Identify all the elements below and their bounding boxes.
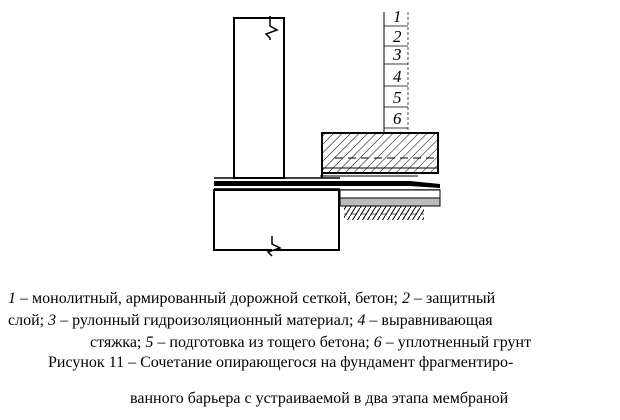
legend-line-2 <box>8 310 493 332</box>
membrane-layers <box>214 176 440 190</box>
legend-num-6: 6 <box>373 334 382 351</box>
legend-num-4: 4 <box>357 312 366 329</box>
concrete-slab <box>322 133 438 178</box>
legend-line-3 <box>90 332 531 354</box>
callout-1: 1 <box>393 7 402 26</box>
foundation-block <box>214 190 339 256</box>
callout-2: 2 <box>393 27 402 46</box>
legend-num-3: 3 <box>48 312 57 329</box>
callout-4: 4 <box>393 67 402 86</box>
legend-text: – уплотненный грунт <box>381 334 532 351</box>
callout-6: 6 <box>393 109 402 128</box>
legend-text: – выравнивающая <box>365 312 493 329</box>
legend-text: стяжка; <box>90 334 146 351</box>
legend-text: – защитный <box>409 290 496 307</box>
base-layers <box>340 190 440 220</box>
callout-5: 5 <box>393 88 402 107</box>
callout-3: 3 <box>393 45 402 64</box>
figure-caption-line-1: Рисунок 11 – Сочетание опирающегося на фундамент фрагментиро- <box>48 354 514 371</box>
legend-text: слой; <box>8 312 49 329</box>
legend-num-5: 5 <box>145 334 154 351</box>
legend-num-2: 2 <box>401 290 410 307</box>
legend-text: – подготовка из тощего бетона; <box>153 334 374 351</box>
legend-num-1: 1 <box>8 290 16 307</box>
callout-group <box>384 7 408 133</box>
legend-text: – монолитный, армированный дорожной сеткой, бетон; <box>16 290 402 307</box>
figure-caption-line-2: ванного барьера с устраиваемой в два этапа мембраной <box>130 390 509 407</box>
legend-text: – рулонный гидроизоляционный материал; <box>56 312 358 329</box>
barrier-upper-block <box>234 16 284 178</box>
legend-line-1 <box>8 288 495 310</box>
